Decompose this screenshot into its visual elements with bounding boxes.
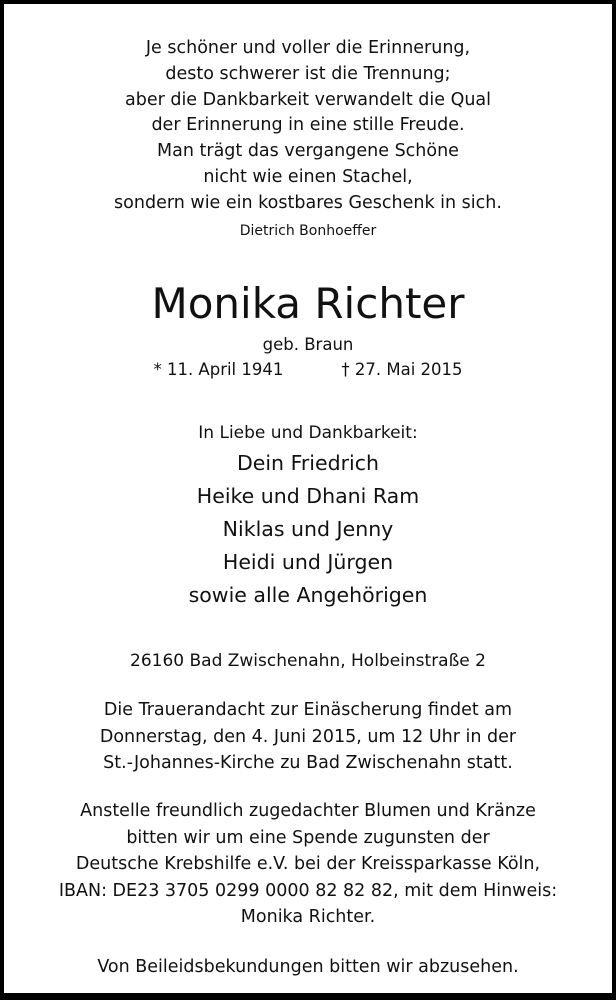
donation-info xyxy=(0,798,616,931)
birth-date: * 11. April 1941 xyxy=(153,360,284,379)
quote-line: Je schöner und voller die Erinnerung, xyxy=(145,38,471,58)
quote-line: aber die Dankbarkeit verwandelt die Qual xyxy=(124,89,492,110)
mourner: Heike und Dhani Ram xyxy=(196,484,420,508)
quote xyxy=(0,36,616,217)
service-line: Die Trauerandacht zur Einäscherung findet am xyxy=(103,700,513,720)
quote-line: sondern wie ein kostbares Geschenk in sich. xyxy=(114,192,502,213)
mourners-intro: In Liebe und Dankbarkeit: xyxy=(198,423,418,443)
quote-author: Dietrich Bonhoeffer xyxy=(239,223,377,239)
mourner: Heidi und Jürgen xyxy=(222,550,394,574)
donation-line: IBAN: DE23 3705 0299 0000 82 82 82, mit dem Hinweis: xyxy=(58,880,558,901)
donation-line: bitten wir um eine Spende zugunsten der xyxy=(126,827,490,848)
donation-line: Deutsche Krebshilfe e.V. bei der Kreissparkasse Köln, xyxy=(75,854,541,874)
mourner: Dein Friedrich xyxy=(236,451,380,475)
service-line: Donnerstag, den 4. Juni 2015, um 12 Uhr in der xyxy=(99,726,517,747)
closing-note: Von Beileidsbekundungen bitten wir abzusehen. xyxy=(97,957,519,977)
deceased-name: Monika Richter xyxy=(151,279,465,328)
service-line: St.-Johannes-Kirche zu Bad Zwischenahn statt. xyxy=(103,753,513,773)
maiden-name: geb. Braun xyxy=(262,335,354,354)
mourners-list xyxy=(0,447,616,612)
mourner: Niklas und Jenny xyxy=(222,517,394,541)
quote-line: nicht wie einen Stachel, xyxy=(203,166,413,187)
life-dates xyxy=(0,359,616,381)
address: 26160 Bad Zwischenahn, Holbeinstraße 2 xyxy=(130,651,486,671)
mourner: sowie alle Angehörigen xyxy=(188,583,428,607)
donation-line: Anstelle freundlich zugedachter Blumen und Kränze xyxy=(80,801,536,821)
service-info xyxy=(0,697,616,777)
quote-line: der Erinnerung in eine stille Freude. xyxy=(151,115,465,136)
quote-line: Man trägt das vergangene Schöne xyxy=(157,141,459,162)
donation-line: Monika Richter. xyxy=(240,907,376,927)
death-date: † 27. Mai 2015 xyxy=(341,360,463,379)
quote-line: desto schwerer ist die Trennung; xyxy=(165,63,451,84)
